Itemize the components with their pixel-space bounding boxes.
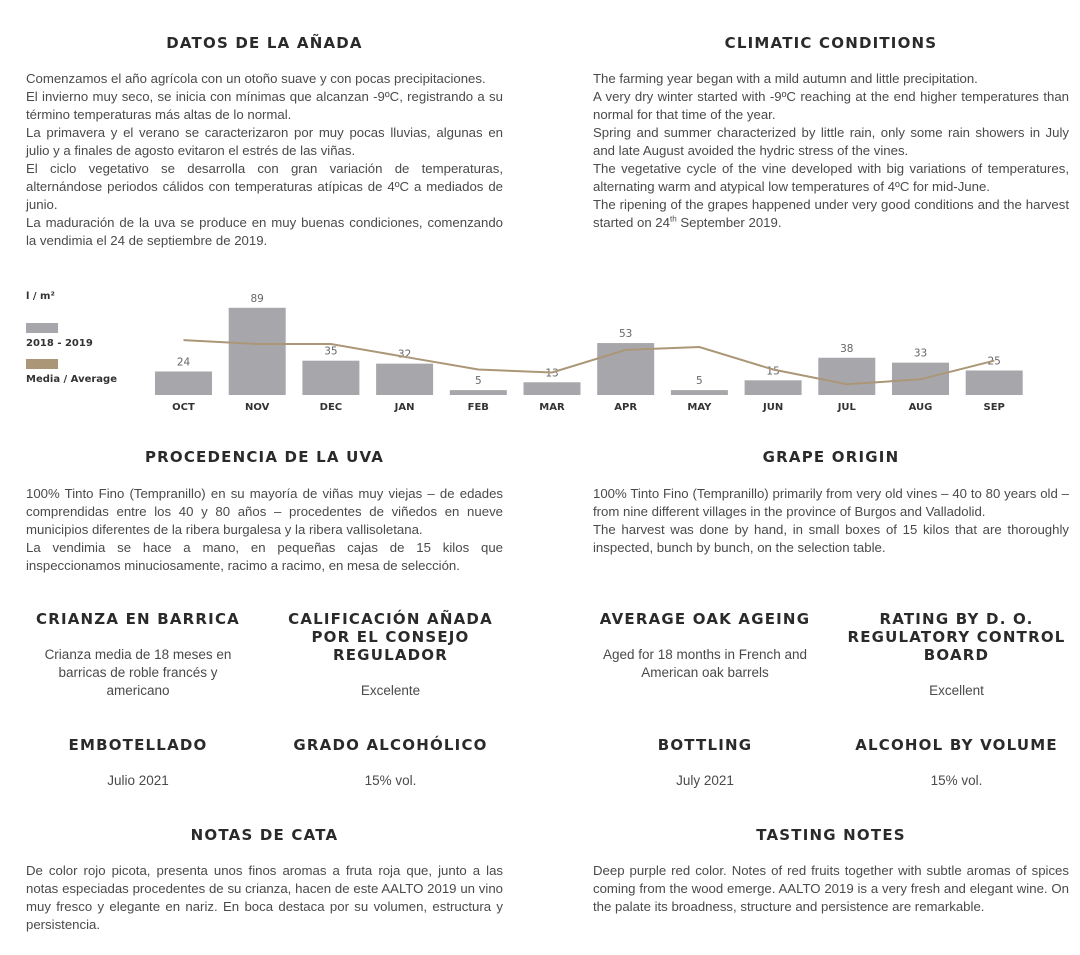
vintage-paragraph: La primavera y el verano se caracterizaron por muy pocas lluvias, algunas en julio y a finales de agosto evitaron el estrés de las viñas. (26, 125, 503, 158)
climate-paragraph: Spring and summer characterized by little rain, only some rain showers in July and late August avoided the hydric stress of the vines. (593, 125, 1069, 158)
bar-dec (302, 361, 359, 395)
category-label: FEB (467, 402, 489, 413)
bar-oct (155, 371, 212, 395)
chart-value-labels (177, 293, 1001, 387)
origin-paragraph: La vendimia se hace a mano, en pequeñas cajas de 15 kilos que inspeccionamos minuciosamente, racimo a racimo, en mesa de selección. (26, 540, 503, 573)
chart-category-labels (172, 402, 1005, 413)
legend-swatch-average (26, 359, 58, 369)
vintage-rating-title-es: CALIFICACIÓN AÑADA POR EL CONSEJO REGULADOR (288, 610, 493, 664)
grape-origin-text (593, 485, 1069, 557)
category-label: AUG (908, 402, 933, 413)
oak-ageing-value: Aged for 18 months in French and American oak barrels (602, 647, 808, 680)
vintage-rating-title: RATING BY D. O. REGULATORY CONTROL BOARD (847, 610, 1066, 664)
category-label: NOV (245, 402, 270, 413)
category-label: APR (614, 402, 638, 413)
bar-value-label: 15 (766, 365, 780, 378)
origin-paragraph: 100% Tinto Fino (Tempranillo) en su mayoría de viñas muy viejas – de edades comprendidas entre los 40 y 80 años – procedentes de viñedos en nueve municipios diferentes de la ribera burgalesa y la ribera vallisoletana. (26, 486, 503, 537)
climate-paragraph: A very dry winter started with -9ºC reaching at the end higher temperatures than normal for that time of the year. (593, 89, 1069, 122)
legend-label-bars: 2018 - 2019 (26, 338, 93, 349)
legend-swatch-bars (26, 323, 58, 333)
category-label: SEP (983, 402, 1005, 413)
bar-value-label: 38 (840, 342, 854, 355)
vintage-data-text (26, 70, 503, 250)
legend-label-average: Media / Average (26, 374, 117, 385)
ordinal-suffix: th (669, 214, 677, 224)
climate-last-text: The ripening of the grapes happened under very good conditions and the harvest started on 24 (593, 197, 1069, 230)
bottling-title-es: EMBOTELLADO (68, 736, 208, 754)
category-label: MAY (687, 402, 712, 413)
bar-value-label: 13 (545, 367, 559, 380)
rainfall-chart (0, 282, 1080, 417)
alcohol-title-es: GRADO ALCOHÓLICO (293, 736, 488, 754)
alcohol-value: 15% vol. (930, 773, 983, 788)
category-label: JUN (762, 402, 784, 413)
vintage-rating-value: Excellent (929, 683, 984, 698)
tasting-notes-text-es (26, 862, 503, 934)
bottling-value: July 2021 (676, 773, 734, 788)
vintage-rating-value-es: Excelente (360, 683, 421, 698)
vintage-data-title: DATOS DE LA AÑADA (166, 34, 363, 52)
bar-value-label: 25 (987, 355, 1001, 368)
alcohol-value-es: 15% vol. (364, 773, 417, 788)
vintage-paragraph: La maduración de la uva se produce en muy buenas condiciones, comenzando la vendimia el 24 de septiembre de 2019. (26, 215, 503, 248)
bar-jan (376, 364, 433, 395)
bar-value-label: 35 (324, 345, 338, 358)
tasting-paragraph: De color rojo picota, presenta unos finos aromas a fruta roja que, junto a las notas especiadas procedentes de su crianza, hacen de este AALTO 2019 un vino muy fresco y elegante en nariz. En boca destaca por su volumen, estructura y persistencia. (26, 863, 503, 932)
bar-value-label: 53 (619, 328, 633, 341)
vintage-paragraph: El invierno muy seco, se inicia con mínimas que alcanzan -9ºC, registrando a su término temperaturas más altas de lo normal. (26, 89, 503, 122)
chart-unit-label: l / m² (26, 291, 55, 302)
bar-value-label: 5 (474, 375, 482, 388)
vintage-paragraph: Comenzamos el año agrícola con un otoño suave y con pocas precipitaciones. (26, 71, 486, 86)
bar-value-label: 24 (176, 356, 191, 369)
category-label: OCT (172, 402, 195, 413)
tasting-notes-title: TASTING NOTES (756, 826, 906, 844)
bar-value-label: 32 (397, 348, 412, 361)
vintage-paragraph: El ciclo vegetativo se desarrolla con gran variación de temperaturas, alternándose periodos cálidos con temperaturas atípicas de 4ºC a mediados de junio. (26, 161, 503, 212)
bar-value-label: 33 (913, 347, 928, 360)
alcohol-title: ALCOHOL BY VOLUME (855, 736, 1058, 754)
climate-last-text-end: September 2019. (676, 215, 782, 230)
bar-sep (966, 371, 1023, 396)
climate-paragraph-last (593, 196, 1069, 232)
bar-value-label: 89 (250, 292, 264, 305)
category-label: MAR (539, 402, 565, 413)
bar-feb (450, 390, 507, 395)
climate-paragraph: The vegetative cycle of the vine developed with big variations of temperatures, alternating warm and atypical low temperatures of 4ºC for mid-June. (593, 161, 1069, 194)
oak-ageing-value-es: Crianza media de 18 meses en barricas de roble francés y americano (44, 647, 232, 698)
bar-value-label: 5 (696, 375, 703, 388)
bottling-value-es: Julio 2021 (107, 773, 169, 788)
bar-jul (818, 358, 875, 395)
bar-nov (229, 308, 286, 395)
oak-ageing-title-es: CRIANZA EN BARRICA (36, 610, 240, 628)
grape-origin-title-es: PROCEDENCIA DE LA UVA (144, 448, 385, 466)
grape-origin-title: GRAPE ORIGIN (762, 448, 900, 466)
category-label: JUL (837, 402, 856, 413)
tasting-paragraph: Deep purple red color. Notes of red fruits together with subtle aromas of spices coming from the wood emerge. AALTO 2019 is a very fresh and elegant wine. On the palate its broadness, structure and persistence are remarkable. (593, 863, 1069, 914)
climate-paragraph: The farming year began with a mild autumn and little precipitation. (593, 71, 978, 86)
bar-may (671, 390, 728, 395)
origin-paragraph: The harvest was done by hand, in small boxes of 15 kilos that are thoroughly inspected, bunch by bunch, on the selection table. (593, 522, 1069, 555)
category-label: JAN (394, 402, 415, 413)
bar-jun (745, 380, 802, 395)
bottling-title: BOTTLING (657, 736, 753, 754)
bar-mar (524, 382, 581, 395)
climatic-conditions-title: CLIMATIC CONDITIONS (724, 34, 938, 52)
category-label: DEC (319, 402, 343, 413)
oak-ageing-title: AVERAGE OAK AGEING (599, 610, 811, 628)
climatic-conditions-text (593, 70, 1069, 232)
grape-origin-text-es (26, 485, 503, 575)
tasting-notes-text (593, 862, 1069, 916)
origin-paragraph: 100% Tinto Fino (Tempranillo) primarily from very old vines – 40 to 80 years old – from nine different villages in the province of Burgos and Valladolid. (593, 486, 1069, 519)
tasting-notes-title-es: NOTAS DE CATA (190, 826, 339, 844)
